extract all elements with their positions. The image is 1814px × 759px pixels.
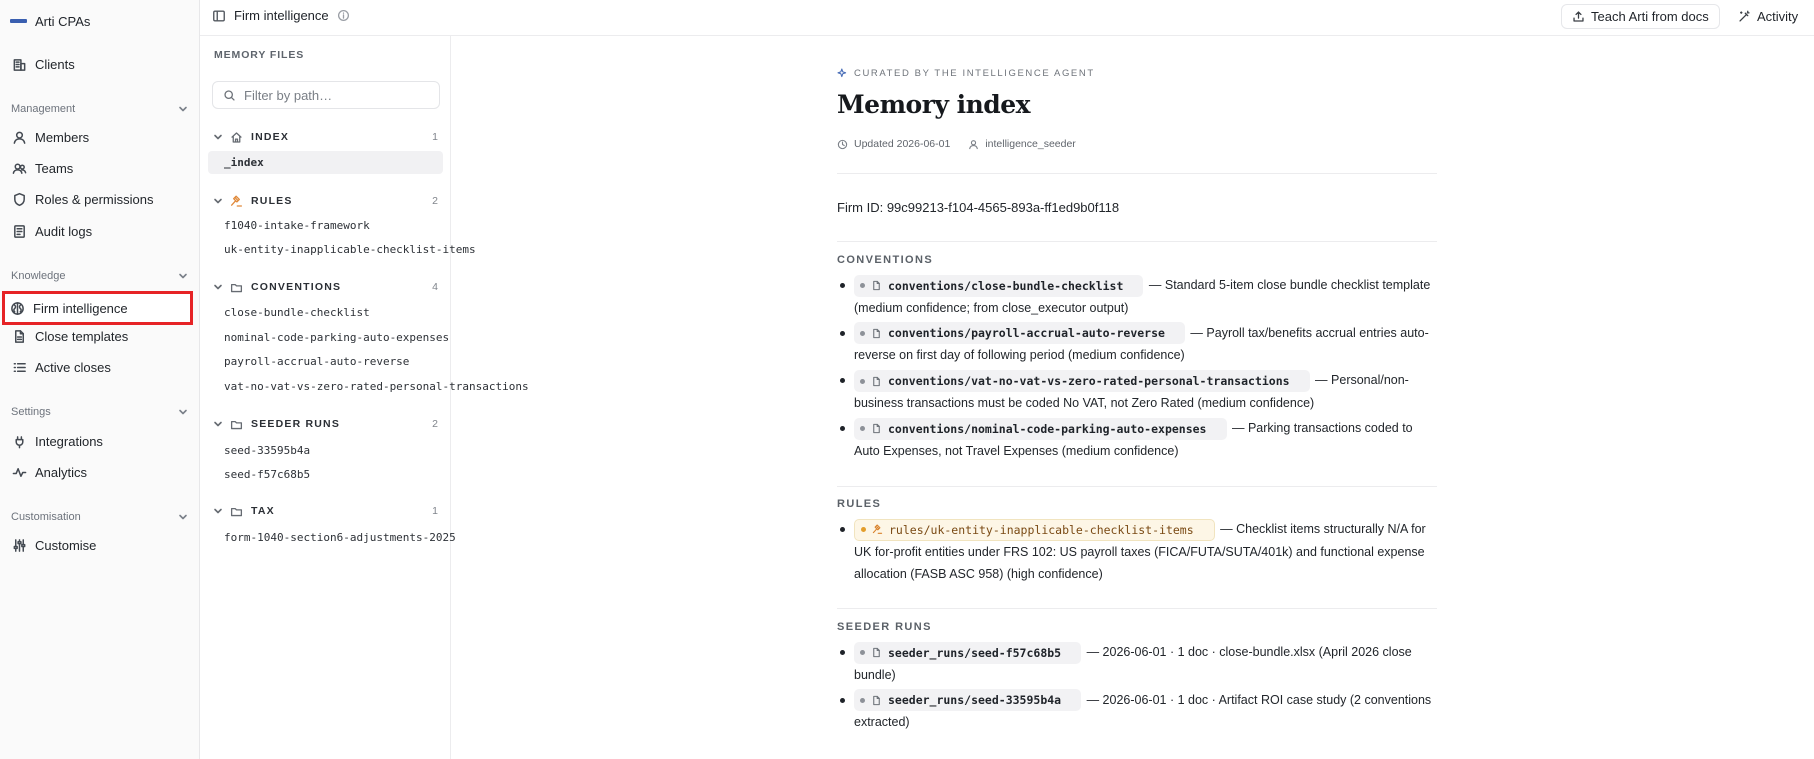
wand-icon <box>1738 10 1751 23</box>
home-icon <box>230 131 243 144</box>
users-icon <box>12 161 27 176</box>
sidebar <box>0 0 200 759</box>
group-settings-toggle[interactable] <box>11 403 189 421</box>
sidebar-item-label: Analytics <box>35 465 88 480</box>
sidebar-item-label: Members <box>35 130 90 145</box>
folder-tax[interactable] <box>212 502 440 520</box>
file-icon <box>871 647 882 658</box>
brand-name: Arti CPAs <box>35 13 91 29</box>
memory-path: rules/uk-entity-inapplicable-checklist-items <box>889 522 1194 537</box>
memory-path: conventions/nominal-code-parking-auto-expenses <box>888 421 1207 436</box>
folder-icon <box>230 281 243 294</box>
entry-description: — 2026-06-01 · 1 doc · close-bundle.xlsx (April 2026 close bundle) <box>854 645 1412 682</box>
folder-name: RULES <box>251 195 293 207</box>
file-item[interactable] <box>208 238 476 261</box>
sidebar-item-customise[interactable] <box>5 532 191 559</box>
sidebar-item-label: Active closes <box>35 360 111 375</box>
file-item[interactable] <box>208 326 450 349</box>
memory-files-title: MEMORY FILES <box>214 49 305 61</box>
file-item[interactable] <box>208 463 443 486</box>
group-label: Management <box>11 103 76 115</box>
teach-arti-button[interactable] <box>1561 4 1720 29</box>
author-text: intelligence_seeder <box>985 138 1076 150</box>
memory-path: seeder_runs/seed-f57c68b5 <box>888 645 1062 660</box>
list-item <box>837 417 1437 462</box>
updated-meta <box>837 138 950 150</box>
gavel-icon <box>230 195 243 208</box>
document-meta <box>837 138 1076 150</box>
sidebar-item-active-closes[interactable] <box>5 354 191 381</box>
folder-icon <box>230 418 243 431</box>
kicker-text: CURATED BY THE INTELLIGENCE AGENT <box>854 68 1095 79</box>
firm-id: Firm ID: 99c99213-f104-4565-893a-ff1ed9b0f118 <box>837 200 1120 215</box>
author-meta <box>968 138 1075 150</box>
teach-arti-label: Teach Arti from docs <box>1591 9 1709 24</box>
file-item[interactable] <box>208 526 456 549</box>
file-item[interactable] <box>208 375 529 398</box>
sidebar-item-label: Clients <box>35 57 75 72</box>
file-label: close-bundle-checklist <box>224 306 370 319</box>
entry-description: — Checklist items structurally N/A for UK for-profit entities under FRS 102: US payroll taxes (FICA/FUTA/SUTA/401k) and functional expense allocation (FASB ASC 958) (high confidence) <box>854 522 1426 581</box>
conventions-list <box>837 274 1437 465</box>
search-icon <box>223 89 236 102</box>
file-item-index[interactable] <box>208 151 443 174</box>
list-item <box>837 369 1437 414</box>
chevron-down-icon <box>177 406 189 418</box>
sidebar-item-label: Audit logs <box>35 224 93 239</box>
seeder-runs-list <box>837 641 1437 736</box>
list-item <box>837 689 1437 734</box>
file-icon <box>871 280 882 291</box>
file-item[interactable] <box>208 301 443 324</box>
list-item <box>837 518 1437 585</box>
shield-icon <box>12 192 27 207</box>
folder-name: SEEDER RUNS <box>251 418 341 430</box>
brain-icon <box>10 301 25 316</box>
log-icon <box>12 224 27 239</box>
group-customisation-toggle[interactable] <box>11 508 189 526</box>
file-label: payroll-accrual-auto-reverse <box>224 355 410 368</box>
memory-link-chip[interactable] <box>854 689 1081 711</box>
folder-count: 2 <box>432 195 438 207</box>
divider <box>837 173 1437 174</box>
divider <box>837 241 1437 242</box>
file-label: seed-33595b4a <box>224 444 311 457</box>
chevron-down-icon <box>177 103 189 115</box>
user-icon <box>968 139 979 150</box>
memory-link-chip[interactable] <box>854 322 1185 344</box>
file-label: _index <box>224 156 264 169</box>
sidebar-item-analytics[interactable] <box>5 459 191 486</box>
status-dot <box>860 283 865 288</box>
sidebar-item-audit-logs[interactable] <box>5 218 191 245</box>
group-management-toggle[interactable] <box>11 100 189 118</box>
folder-name: INDEX <box>251 131 290 143</box>
status-dot <box>861 527 866 532</box>
file-icon <box>871 376 882 387</box>
folder-count: 1 <box>432 505 438 517</box>
memory-files-panel <box>200 36 529 759</box>
file-label: form-1040-section6-adjustments-2025 <box>224 531 456 544</box>
file-item[interactable] <box>208 439 443 462</box>
folder-index[interactable] <box>212 128 440 146</box>
memory-path: conventions/vat-no-vat-vs-zero-rated-personal-transactions <box>888 374 1290 389</box>
file-icon <box>871 328 882 339</box>
group-label: Customisation <box>11 511 81 523</box>
folder-name: CONVENTIONS <box>251 281 342 293</box>
section-heading-seeder-runs: SEEDER RUNS <box>837 621 932 633</box>
file-icon <box>871 695 882 706</box>
list-item <box>837 641 1437 686</box>
sidebar-item-label: Firm intelligence <box>33 300 128 316</box>
status-dot <box>860 426 865 431</box>
divider <box>837 608 1437 609</box>
status-dot <box>860 650 865 655</box>
folder-count: 4 <box>432 281 438 293</box>
upload-icon <box>1572 10 1585 23</box>
entry-description: — Personal/non-business transactions must be coded No VAT, not Zero Rated (medium confidence) <box>854 373 1409 411</box>
status-dot <box>860 379 865 384</box>
memory-link-chip[interactable] <box>854 370 1310 392</box>
file-label: nominal-code-parking-auto-expenses <box>224 331 450 344</box>
group-knowledge-toggle[interactable] <box>11 267 189 285</box>
folder-name: TAX <box>251 505 275 517</box>
entry-description: — Parking transactions coded to Auto Expenses, not Travel Expenses (medium confidence) <box>854 421 1413 458</box>
rules-list <box>837 518 1437 588</box>
info-icon[interactable] <box>337 9 350 22</box>
list-item <box>837 322 1437 367</box>
sidebar-item-label: Roles & permissions <box>35 192 154 207</box>
document-title: Memory index <box>837 90 1031 119</box>
file-item[interactable] <box>208 214 443 237</box>
document-view <box>452 36 1814 759</box>
filter-box[interactable] <box>212 81 440 109</box>
sidebar-toggle-icon[interactable] <box>212 9 226 23</box>
section-heading-rules: RULES <box>837 498 882 510</box>
sidebar-item-integrations[interactable] <box>5 428 191 455</box>
divider <box>837 486 1437 487</box>
list-item <box>837 274 1437 319</box>
sidebar-item-members[interactable] <box>5 124 191 151</box>
chevron-down-icon <box>177 270 189 282</box>
entry-description: — Payroll tax/benefits accrual entries auto-reverse on first day of following period (medium confidence) <box>854 325 1429 363</box>
sidebar-item-label: Customise <box>35 538 97 553</box>
chevron-down-icon <box>177 511 189 523</box>
sparkle-icon <box>837 68 848 79</box>
plug-icon <box>12 434 27 449</box>
memory-link-chip[interactable] <box>854 275 1143 297</box>
file-label: f1040-intake-framework <box>224 219 370 232</box>
filter-input[interactable] <box>244 88 424 103</box>
file-label: uk-entity-inapplicable-checklist-items <box>224 243 476 256</box>
memory-link-chip[interactable] <box>854 642 1081 664</box>
chevron-down-icon <box>212 195 224 207</box>
user-icon <box>12 130 27 145</box>
section-heading-conventions: CONVENTIONS <box>837 254 934 266</box>
folder-icon <box>230 505 243 518</box>
sliders-icon <box>12 538 27 553</box>
file-label: seed-f57c68b5 <box>224 468 311 481</box>
topbar <box>200 0 1814 36</box>
arti-logo-icon <box>10 16 27 26</box>
chevron-down-icon <box>212 131 224 143</box>
sidebar-item-clients[interactable] <box>5 51 191 78</box>
updated-text: Updated 2026-06-01 <box>854 138 951 150</box>
group-label: Settings <box>11 406 51 418</box>
sidebar-item-label: Close templates <box>35 329 129 344</box>
status-dot <box>860 331 865 336</box>
status-dot <box>860 698 865 703</box>
sidebar-item-teams[interactable] <box>5 155 191 182</box>
list-icon <box>12 360 27 375</box>
group-label: Knowledge <box>11 270 66 282</box>
memory-path: conventions/payroll-accrual-auto-reverse <box>888 326 1165 341</box>
gavel-icon <box>872 524 883 535</box>
activity-icon <box>12 465 27 480</box>
chevron-down-icon <box>212 418 224 430</box>
activity-label: Activity <box>1757 9 1799 24</box>
memory-link-chip[interactable] <box>854 418 1227 440</box>
breadcrumb <box>212 8 350 23</box>
file-icon <box>871 423 882 434</box>
sidebar-item-close-templates[interactable] <box>5 323 191 350</box>
entry-description: — Standard 5-item close bundle checklist template (medium confidence; from close_executor output) <box>854 278 1431 315</box>
sidebar-item-label: Teams <box>35 161 74 176</box>
building-icon <box>12 57 27 72</box>
activity-button[interactable] <box>1727 4 1809 29</box>
chevron-down-icon <box>212 505 224 517</box>
file-label: vat-no-vat-vs-zero-rated-personal-transactions <box>224 380 529 393</box>
memory-link-chip[interactable] <box>854 519 1215 541</box>
curated-kicker <box>837 68 1095 79</box>
folder-count: 1 <box>432 131 438 143</box>
memory-path: conventions/close-bundle-checklist <box>888 278 1124 293</box>
file-item[interactable] <box>208 350 443 373</box>
entry-description: — 2026-06-01 · 1 doc · Artifact ROI case study (2 conventions extracted) <box>854 692 1432 730</box>
clock-icon <box>837 139 848 150</box>
sidebar-item-roles-permissions[interactable] <box>5 186 191 213</box>
folder-seeder-runs[interactable] <box>212 415 440 433</box>
brand[interactable] <box>10 11 90 31</box>
sidebar-item-firm-intelligence[interactable] <box>3 292 192 324</box>
folder-count: 2 <box>432 418 438 430</box>
memory-path: seeder_runs/seed-33595b4a <box>888 693 1062 708</box>
sidebar-item-label: Integrations <box>35 434 103 449</box>
document-icon <box>12 329 27 344</box>
folder-conventions[interactable] <box>212 278 440 296</box>
folder-rules[interactable] <box>212 192 440 210</box>
page-title: Firm intelligence <box>234 8 329 23</box>
chevron-down-icon <box>212 281 224 293</box>
